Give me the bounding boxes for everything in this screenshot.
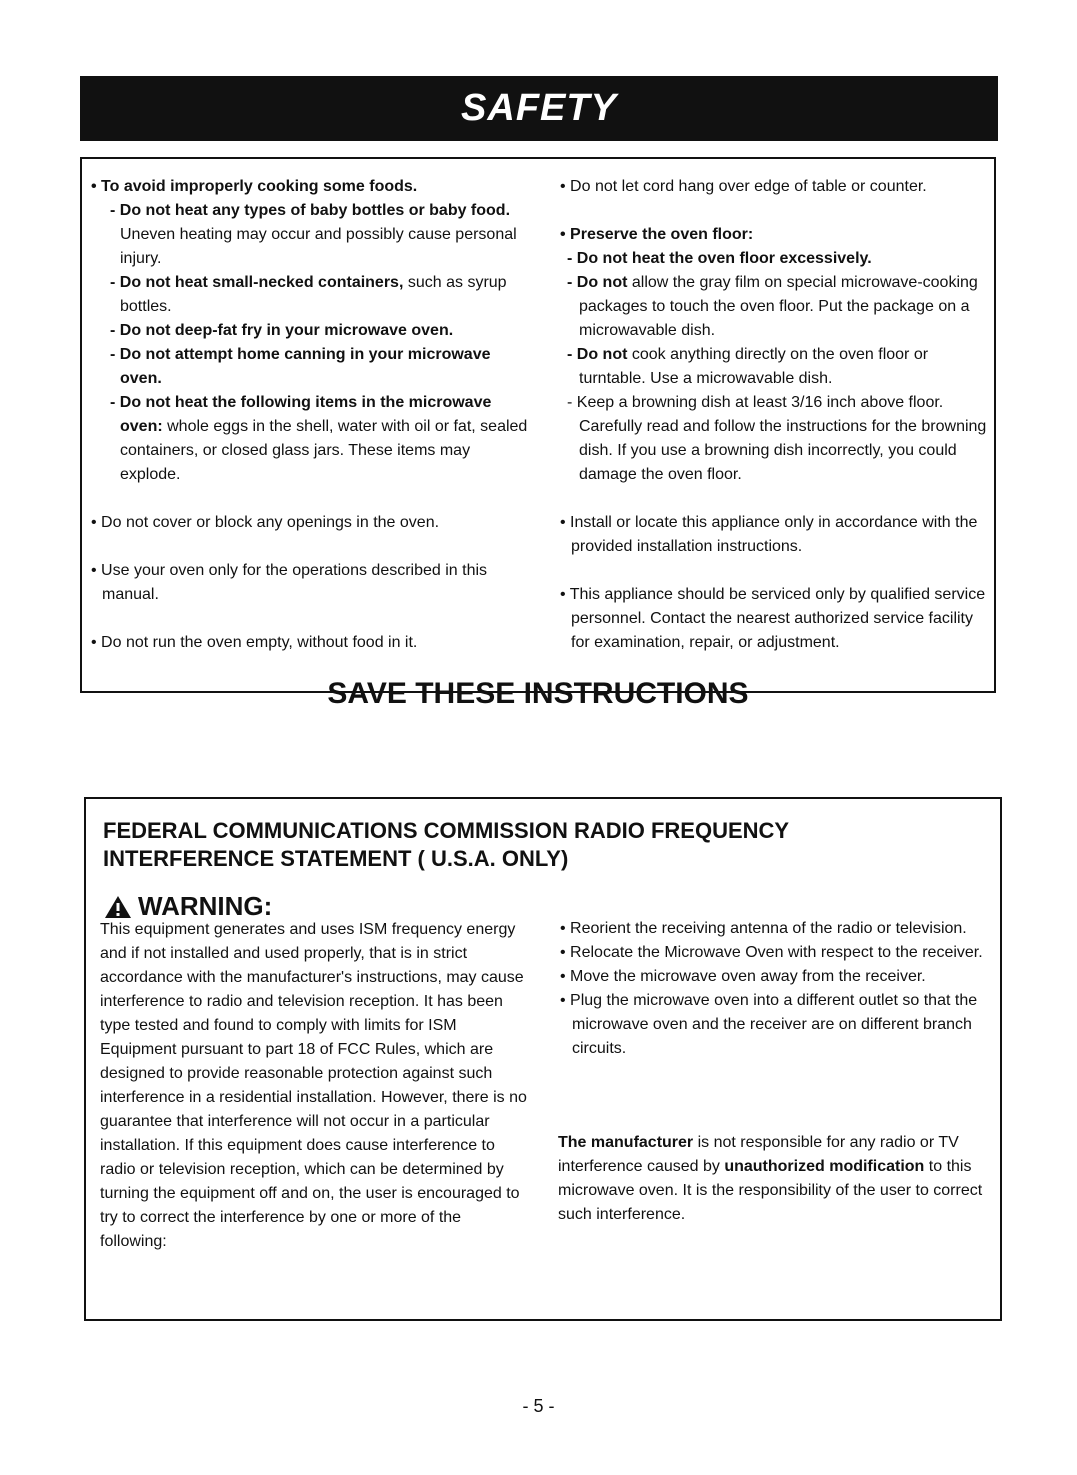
page-number: - 5 - bbox=[522, 1396, 555, 1416]
right-item-browning-dish: - Keep a browning dish at least 3/16 inch above floor. Carefully read and follow the instructions for the browning dish. If you use a browning dish incorrectly, you could damage the oven floor. bbox=[567, 394, 987, 483]
left-item-home-canning: - Do not attempt home canning in your microwave oven. bbox=[110, 346, 491, 387]
fcc-box bbox=[84, 797, 1002, 1321]
safety-box bbox=[80, 157, 996, 710]
left-item-baby-bottles: - Do not heat any types of baby bottles or baby food. Uneven heating may occur and possibly cause personal injury. bbox=[110, 202, 517, 267]
list-item: • Relocate the Microwave Oven with respect to the receiver. bbox=[560, 944, 983, 961]
left-bullet-4: • Do not run the oven empty, without food in it. bbox=[91, 634, 418, 651]
fcc-title-line-1: FEDERAL COMMUNICATIONS COMMISSION RADIO FREQUENCY bbox=[103, 818, 790, 843]
list-item: • Plug the microwave oven into a different outlet so that the microwave oven and the receiver are on different branch circuits. bbox=[560, 992, 978, 1057]
left-bullet-3: • Use your oven only for the operations described in this manual. bbox=[91, 562, 488, 603]
list-item: • Reorient the receiving antenna of the radio or television. bbox=[560, 920, 967, 937]
warning-triangle-icon bbox=[104, 895, 132, 919]
list-item: • Move the microwave oven away from the receiver. bbox=[560, 968, 926, 985]
left-item-small-necked: - Do not heat small-necked containers, such as syrup bottles. bbox=[110, 274, 507, 315]
safety-right-column bbox=[559, 175, 993, 655]
fcc-remedy-list bbox=[556, 917, 986, 1061]
right-item-floor-excessively: - Do not heat the oven floor excessively. bbox=[567, 250, 872, 267]
left-item-deep-fat-fry: - Do not deep-fat fry in your microwave oven. bbox=[110, 322, 454, 339]
left-bullet-1-heading: • To avoid improperly cooking some foods. bbox=[91, 178, 418, 195]
fcc-title bbox=[103, 817, 983, 873]
save-instructions-heading: SAVE THESE INSTRUCTIONS bbox=[327, 677, 749, 710]
fcc-manufacturer-paragraph: The manufacturer is not responsible for any radio or TV interference caused by unauthorized modification to this microwave oven. It is the responsibility of the user to correct such interference. bbox=[558, 1134, 983, 1223]
right-bullet-4: • This appliance should be serviced only by qualified service personnel. Contact the nearest authorized service facility for examination, repair, or adjustment. bbox=[560, 586, 986, 651]
left-item-following-items: - Do not heat the following items in the microwave oven: whole eggs in the shell, water with oil or fat, sealed containers, or closed glass jars. These items may explode. bbox=[110, 394, 528, 483]
fcc-left-paragraph: This equipment generates and uses ISM frequency energy and if not installed and used properly, that is in strict accordance with the manufacturer's instructions, may cause interference to radio and television reception. It has been type tested and found to comply with limits for ISM Equipment pursuant to part 18 of FCC Rules, which are designed to provide reasonable protection against such interference in a residential installation. However, there is no guarantee that interference will not occur in a particular installation. If this equipment does cause interference to radio or television reception, which can be determined by turning the equipment off and on, the user is encouraged to try to correct the interference by one or more of the following: bbox=[100, 921, 527, 1250]
right-item-gray-film: - Do not allow the gray film on special microwave-cooking packages to touch the oven floor. Put the package on a microwavable dish. bbox=[567, 274, 978, 339]
right-bullet-2-heading: • Preserve the oven floor: bbox=[560, 226, 754, 243]
fcc-title-line-2: INTERFERENCE STATEMENT ( U.S.A. ONLY) bbox=[103, 846, 569, 871]
banner-title: SAFETY bbox=[461, 87, 617, 129]
right-item-cook-directly: - Do not cook anything directly on the oven floor or turntable. Use a microwavable dish. bbox=[567, 346, 929, 387]
right-bullet-1: • Do not let cord hang over edge of table or counter. bbox=[560, 178, 927, 195]
left-bullet-2: • Do not cover or block any openings in the oven. bbox=[91, 514, 440, 531]
safety-left-column bbox=[90, 175, 530, 655]
safety-banner bbox=[80, 76, 998, 141]
right-bullet-3: • Install or locate this appliance only in accordance with the provided installation instructions. bbox=[560, 514, 978, 555]
warning-label: WARNING: bbox=[138, 891, 273, 921]
